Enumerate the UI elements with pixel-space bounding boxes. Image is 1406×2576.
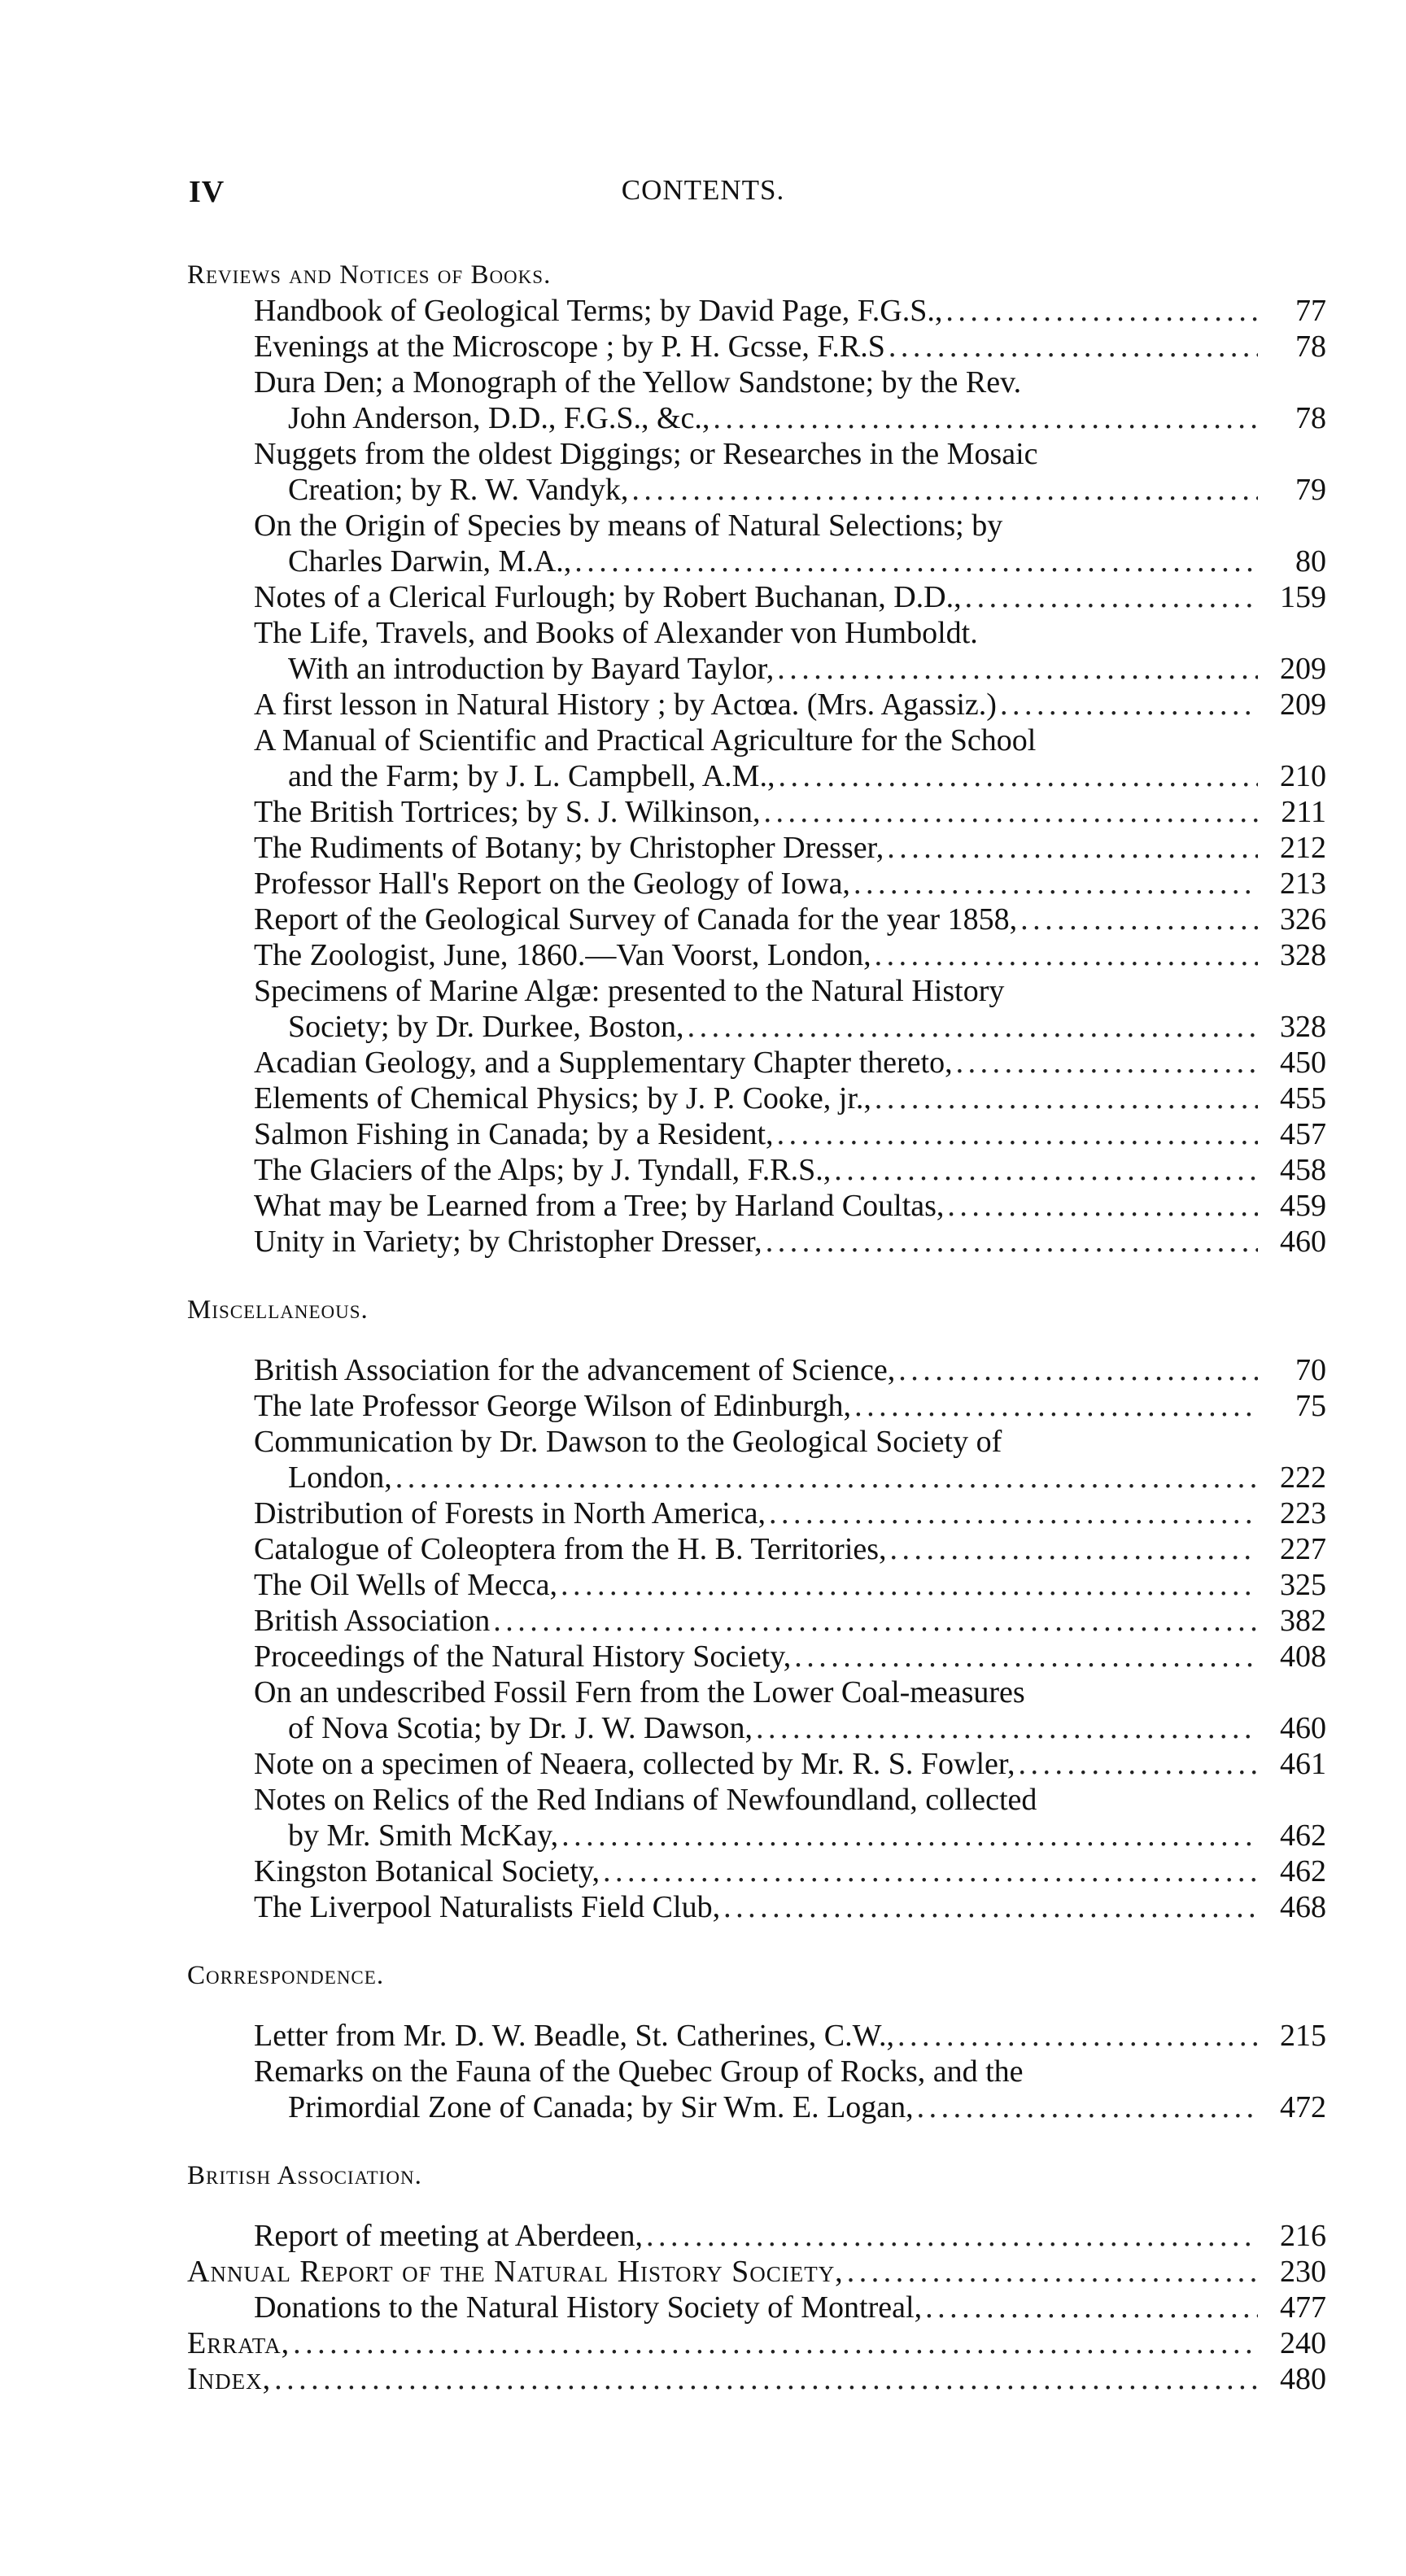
- section-title: Reviews and Notices of Books.: [187, 260, 552, 290]
- toc-entry: British Association for the advancement of Science, . . . 70: [187, 1352, 1326, 1388]
- toc-entry: Donations to the Natural History Society of Montreal, . . . 477: [187, 2290, 1326, 2325]
- toc-entry: and the Farm; by J. L. Campbell, A.M., . . . 210: [187, 758, 1326, 794]
- toc-entry: Note on a specimen of Neaera, collected by Mr. R. S. Fowler, . . . 461: [187, 1746, 1326, 1782]
- toc-entry: What may be Learned from a Tree; by Harland Coultas, . . . 459: [187, 1188, 1326, 1224]
- toc-entry-errata: Errata, . . . 240: [187, 2325, 1326, 2361]
- toc-entry-line: Nuggets from the oldest Diggings; or Researches in the Mosaic: [254, 437, 1038, 471]
- toc-entry: John Anderson, D.D., F.G.S., &c., . . . 78: [187, 400, 1326, 436]
- toc-entry-line: The Life, Travels, and Books of Alexander von Humboldt.: [254, 616, 978, 650]
- toc-entry: Charles Darwin, M.A., . . . 80: [187, 544, 1326, 579]
- toc-entry: A first lesson in Natural History ; by Actœa. (Mrs. Agassiz.) . . . 209: [187, 687, 1326, 723]
- toc-entry: Evenings at the Microscope ; by P. H. Gcsse, F.R.S . . . 78: [187, 329, 1326, 365]
- toc-entry: The Liverpool Naturalists Field Club, . . . 468: [187, 1889, 1326, 1925]
- section-title: Correspondence.: [187, 1961, 385, 1990]
- toc-entry: With an introduction by Bayard Taylor, . . . 209: [187, 651, 1326, 687]
- running-header: CONTENTS.: [621, 174, 785, 206]
- toc-entry: British Association . . . 382: [187, 1603, 1326, 1639]
- toc-entry: Elements of Chemical Physics; by J. P. Cooke, jr., . . . 455: [187, 1081, 1326, 1116]
- section-title: Miscellaneous.: [187, 1295, 369, 1325]
- toc-entry: The British Tortrices; by S. J. Wilkinson, . . . 211: [187, 794, 1326, 830]
- section-title: British Association.: [187, 2161, 422, 2190]
- contents-body: [187, 257, 1326, 2430]
- toc-entry: Catalogue of Coleoptera from the H. B. Territories, . . . 227: [187, 1531, 1326, 1567]
- toc-entry-line: Specimens of Marine Algæ: presented to the Natural History: [254, 974, 1005, 1008]
- section-miscellaneous: [187, 1292, 1326, 1925]
- toc-entry: The Glaciers of the Alps; by J. Tyndall, F.R.S., . . . 458: [187, 1152, 1326, 1188]
- toc-entry-line: Dura Den; a Monograph of the Yellow Sandstone; by the Rev.: [254, 365, 1022, 399]
- toc-entry: Proceedings of the Natural History Society, . . . 408: [187, 1639, 1326, 1674]
- toc-entry: Report of the Geological Survey of Canada for the year 1858, . . . 326: [187, 902, 1326, 937]
- section-reviews: [187, 257, 1326, 1260]
- toc-entry: Handbook of Geological Terms; by David Page, F.G.S., . . . 77: [187, 293, 1326, 329]
- toc-entry: Distribution of Forests in North America, . . . 223: [187, 1495, 1326, 1531]
- section-british-association: [187, 2158, 1326, 2397]
- toc-entry-line: Remarks on the Fauna of the Quebec Group of Rocks, and the: [254, 2054, 1024, 2089]
- toc-entry: by Mr. Smith McKay, . . . 462: [187, 1818, 1326, 1853]
- page-folio: IV: [189, 175, 225, 209]
- toc-entry-index: Index, . . . 480: [187, 2361, 1326, 2397]
- toc-entry: Society; by Dr. Durkee, Boston, . . . 328: [187, 1009, 1326, 1045]
- toc-entry: Creation; by R. W. Vandyk, . . . 79: [187, 472, 1326, 508]
- toc-entry: The Zoologist, June, 1860.—Van Voorst, London, . . . 328: [187, 937, 1326, 973]
- toc-entry: The late Professor George Wilson of Edinburgh, . . . 75: [187, 1388, 1326, 1424]
- toc-entry-line: On an undescribed Fossil Fern from the Lower Coal-measures: [254, 1675, 1025, 1709]
- toc-entry: Notes of a Clerical Furlough; by Robert Buchanan, D.D., . . . 159: [187, 579, 1326, 615]
- toc-entry: The Oil Wells of Mecca, . . . 325: [187, 1567, 1326, 1603]
- toc-entry: Acadian Geology, and a Supplementary Chapter thereto, . . . 450: [187, 1045, 1326, 1081]
- toc-entry: London, . . . 222: [187, 1460, 1326, 1495]
- toc-entry: Professor Hall's Report on the Geology of Iowa, . . . 213: [187, 866, 1326, 902]
- toc-entry: Unity in Variety; by Christopher Dresser, . . . 460: [187, 1224, 1326, 1260]
- toc-entry: Salmon Fishing in Canada; by a Resident, . . . 457: [187, 1116, 1326, 1152]
- toc-entry: The Rudiments of Botany; by Christopher Dresser, . . . 212: [187, 830, 1326, 866]
- toc-entry: Primordial Zone of Canada; by Sir Wm. E. Logan, . . . 472: [187, 2089, 1326, 2125]
- toc-entry-line: Communication by Dr. Dawson to the Geological Society of: [254, 1425, 1002, 1459]
- toc-entry-line: A Manual of Scientific and Practical Agriculture for the School: [254, 723, 1037, 758]
- toc-entry: of Nova Scotia; by Dr. J. W. Dawson, . . . 460: [187, 1710, 1326, 1746]
- toc-entry: Letter from Mr. D. W. Beadle, St. Catherines, C.W., . . . 215: [187, 2018, 1326, 2054]
- toc-entry: Report of meeting at Aberdeen, . . . 216: [187, 2218, 1326, 2254]
- toc-entry-line: On the Origin of Species by means of Natural Selections; by: [254, 509, 1003, 543]
- toc-entry-line: Notes on Relics of the Red Indians of Newfoundland, collected: [254, 1783, 1037, 1817]
- toc-entry-annual-report: Annual Report of the Natural History Society, . . . 230: [187, 2254, 1326, 2290]
- toc-entry: Kingston Botanical Society, . . . 462: [187, 1853, 1326, 1889]
- section-correspondence: [187, 1958, 1326, 2125]
